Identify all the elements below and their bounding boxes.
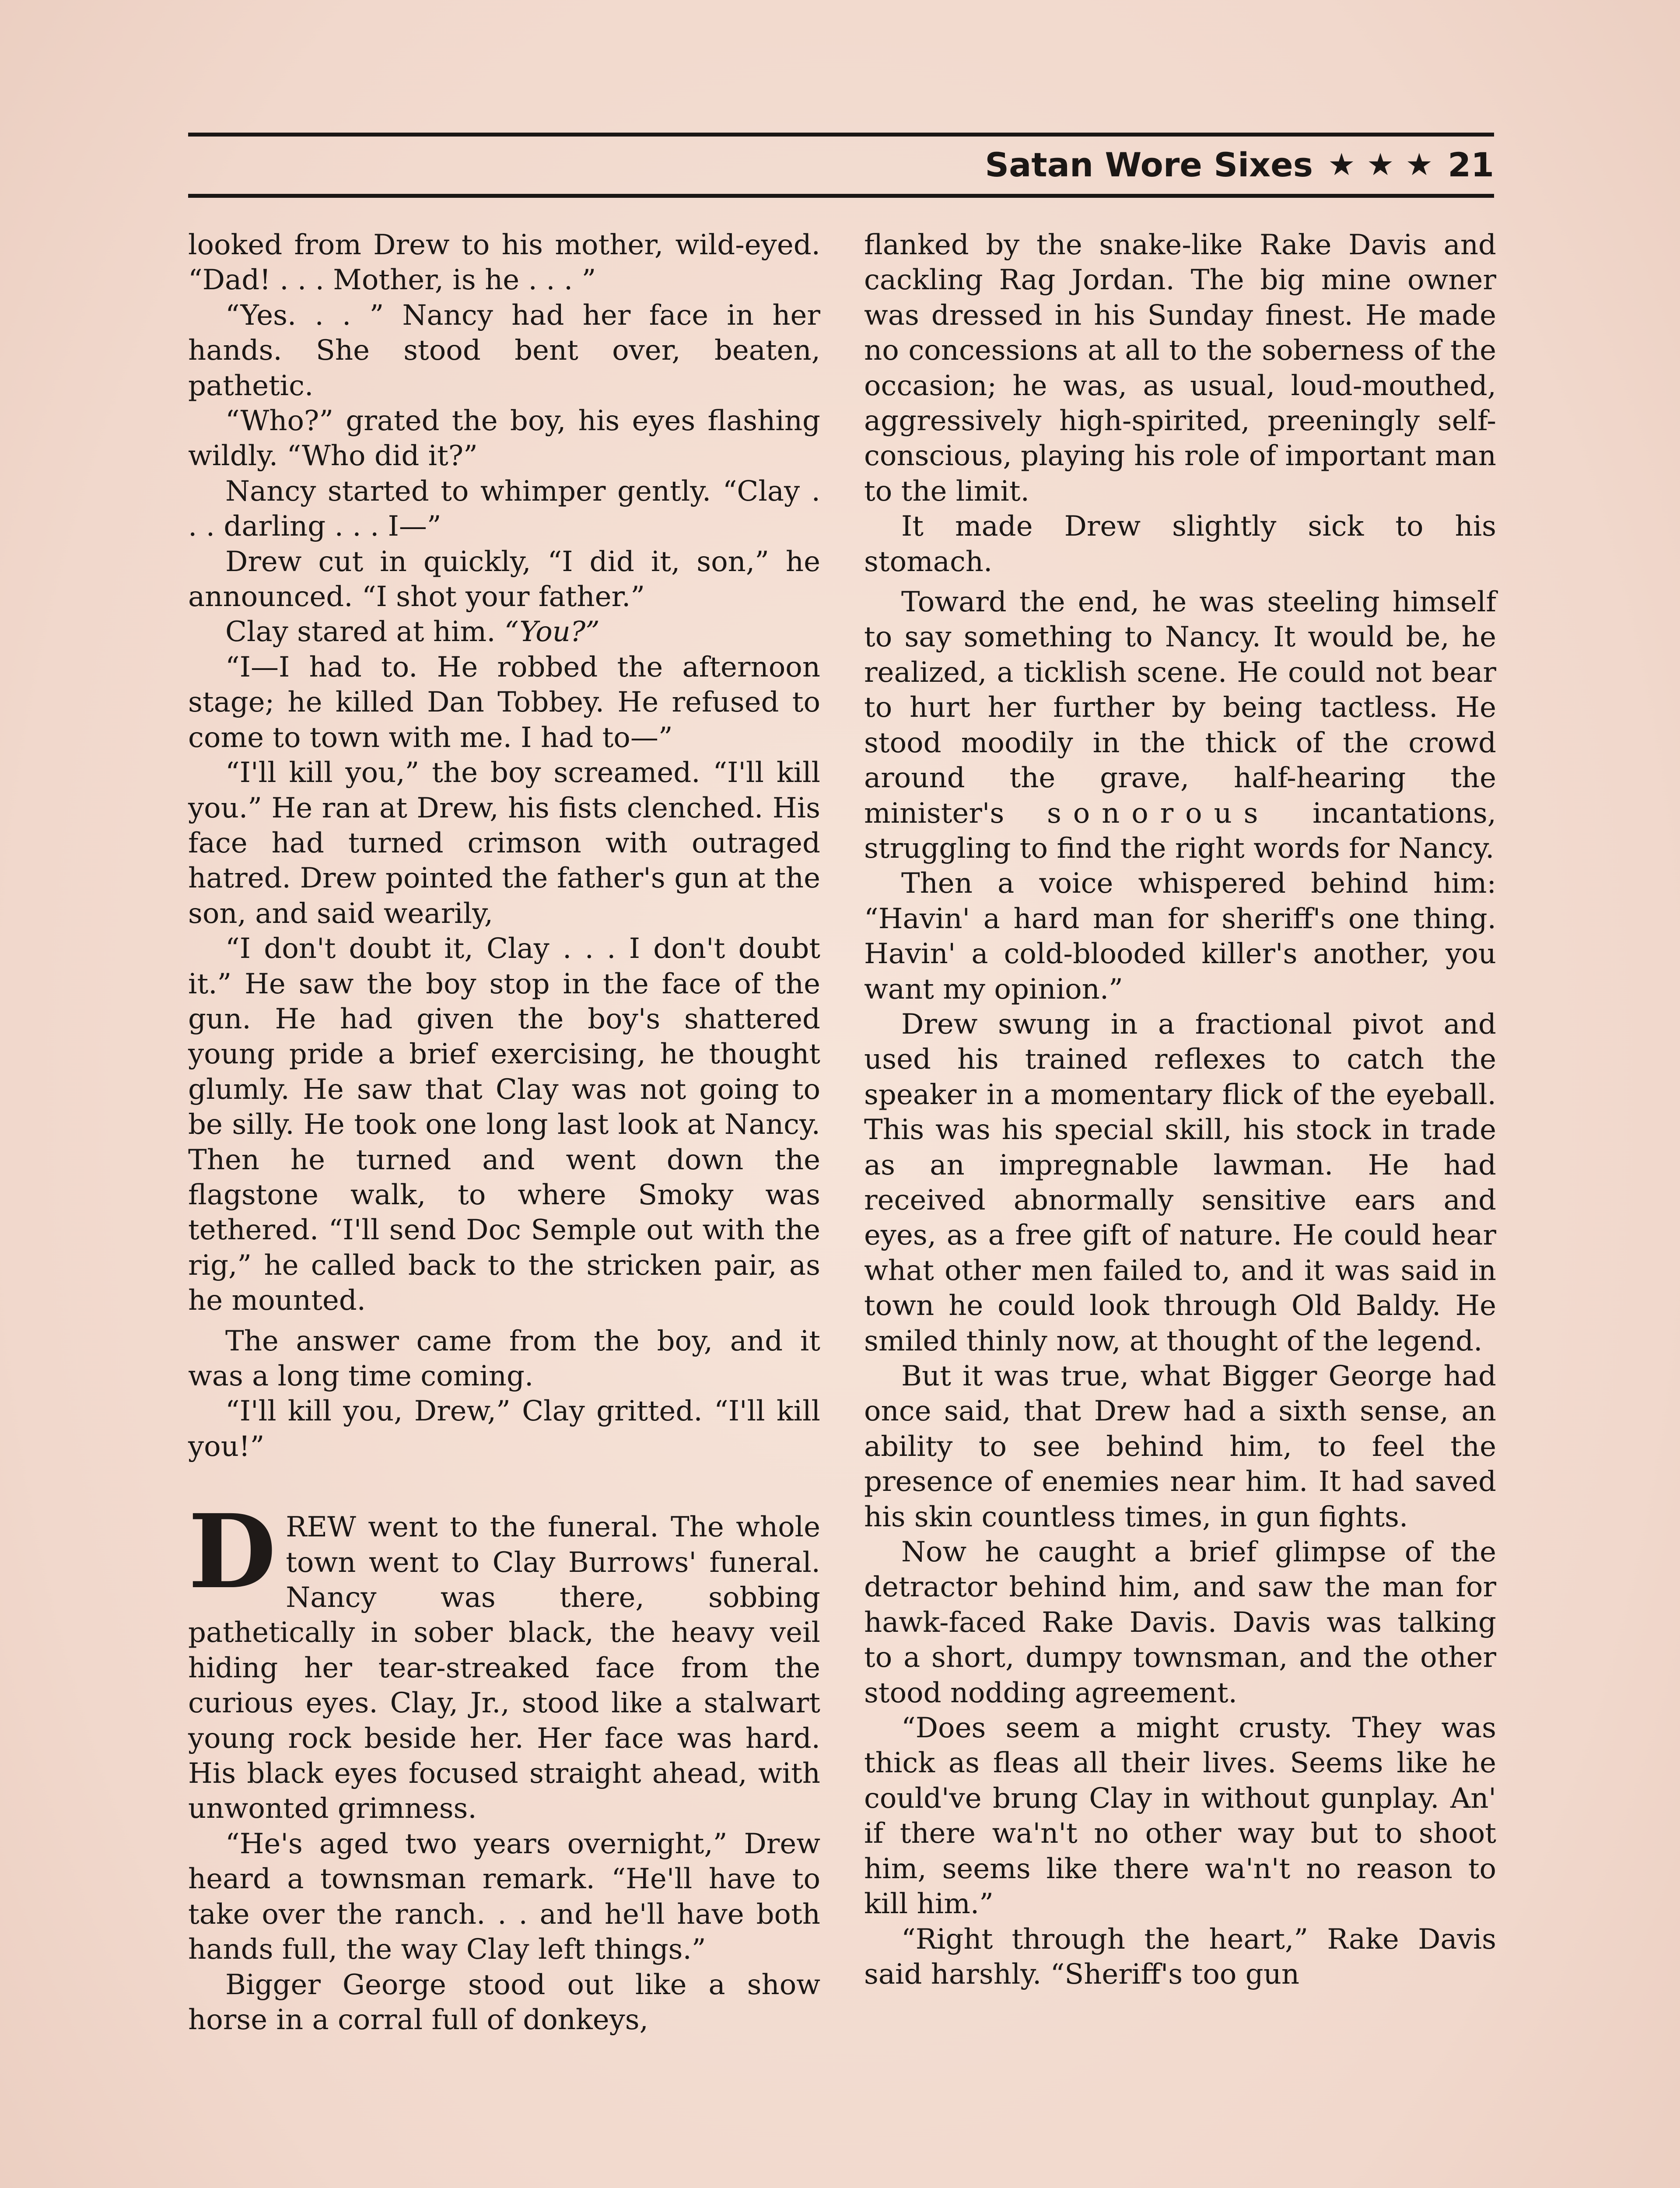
section-break bbox=[188, 1464, 820, 1510]
paragraph-text: Toward the end, he was steeling himself to say something to Nancy. It would be, he realized, a ticklish scene. He could not bear to hurt her further by being tactless. He stood moodily in the thick of the crowd around the grave, half-hearing the minister's bbox=[864, 586, 1496, 830]
paragraph: flanked by the snake-like Rake Davis and cackling Rag Jordan. The big mine owner was dressed in his Sunday finest. He made no concessions at all to the soberness of the occasion; he was, as usual, loud-mouthed, aggressively high-spirited, preeningly self-conscious, playing his role of important man to the limit. bbox=[864, 229, 1496, 508]
running-head bbox=[985, 138, 1494, 191]
paragraph bbox=[864, 585, 1496, 866]
paragraph: “Who?” grated the boy, his eyes flashing wildly. “Who did it?” bbox=[188, 405, 820, 473]
paragraph-text: incantations, struggling to find the right words for Nancy. bbox=[864, 797, 1497, 865]
drop-cap: D bbox=[188, 1492, 276, 1612]
star-icon: ★ bbox=[1405, 147, 1433, 182]
page-number: 21 bbox=[1448, 145, 1494, 184]
paragraph: “I don't doubt it, Clay . . . I don't doubt it.” He saw the boy stop in the face of the gun. He had given the boy's shattered young pride a brief exercising, he thought glumly. He saw that Clay was not going to be silly. He took one long last look at Nancy. Then he turned and went down the flagstone walk, to where Smoky was tethered. “I'll send Doc Semple out with the rig,” he called back to the stricken pair, as he mounted. bbox=[188, 933, 820, 1317]
paragraph-text: Clay stared at him. bbox=[225, 616, 496, 649]
header-rule-top bbox=[188, 133, 1494, 137]
paragraph: “I—I had to. He robbed the afternoon stage; he killed Dan Tobbey. He refused to come to town with me. I had to—” bbox=[188, 651, 820, 754]
paragraph: “Right through the heart,” Rake Davis said harshly. “Sheriff's too gun bbox=[864, 1923, 1496, 1991]
paragraph: “I'll kill you, Drew,” Clay gritted. “I'll kill you!” bbox=[188, 1395, 820, 1463]
paragraph: The answer came from the boy, and it was a long time coming. bbox=[188, 1325, 820, 1392]
paragraph: Bigger George stood out like a show horse in a corral full of donkeys, bbox=[188, 1968, 820, 2036]
running-head-title: Satan Wore Sixes bbox=[985, 145, 1313, 184]
paragraph: looked from Drew to his mother, wild-eyed. “Dad! . . . Mother, is he . . . ” bbox=[188, 229, 820, 297]
paragraph: Drew swung in a fractional pivot and used his trained reflexes to catch the speaker in a momentary flick of the eyeball. This was his special skill, his stock in trade as an impregnable lawman. He had received abnormally sensitive ears and eyes, as a free gift of nature. He could hear what other men failed to, and it was said in town he could look through Old Baldy. He smiled thinly now, at thought of the legend. bbox=[864, 1008, 1496, 1357]
paragraph: Nancy started to whimper gently. “Clay . . . darling . . . I—” bbox=[188, 475, 820, 543]
paragraph bbox=[188, 1492, 820, 1827]
left-column bbox=[188, 228, 820, 2037]
paragraph: But it was true, what Bigger George had once said, that Drew had a sixth sense, an ability to see behind him, to feel the presence of enemies near him. It had saved his skin countless times, in gun fights. bbox=[864, 1360, 1496, 1533]
paragraph-text: REW went to the funeral. The whole town went to Clay Burrows' funeral. Nancy was there, sobbing pathetically in sober black, the heavy veil hiding her tear-streaked face from the curious eyes. Clay, Jr., stood like a stalwart young rock beside her. Her face was hard. His black eyes focused straight ahead, with unwonted grimness. bbox=[188, 1511, 820, 1825]
star-icon: ★ bbox=[1366, 147, 1394, 182]
paragraph: “He's aged two years overnight,” Drew heard a townsman remark. “He'll have to take over the ranch. . . and he'll have both hands full, the way Clay left things.” bbox=[188, 1827, 820, 1966]
paragraph: Drew cut in quickly, “I did it, son,” he announced. “I shot your father.” bbox=[188, 545, 820, 614]
paragraph bbox=[188, 614, 820, 649]
paragraph: Now he caught a brief glimpse of the detractor behind him, and saw the man for hawk-faced Rake Davis. Davis was talking to a short, dumpy townsman, and the other stood nodding agreement. bbox=[864, 1536, 1496, 1709]
paragraph: “I'll kill you,” the boy screamed. “I'll kill you.” He ran at Drew, his fists clenched. His face had turned crimson with outraged hatred. Drew pointed the father's gun at the son, and said wearily, bbox=[188, 757, 820, 930]
italic-text: “You?” bbox=[504, 616, 600, 649]
paragraph: Then a voice whispered behind him: “Havin' a hard man for sheriff's one thing. Havin' a cold-blooded killer's another, you want my opinion.” bbox=[864, 867, 1496, 1006]
paragraph: “Yes. . . ” Nancy had her face in her hands. She stood bent over, beaten, pathetic. bbox=[188, 299, 820, 402]
spaced-word: sonorous bbox=[1047, 797, 1270, 830]
right-column bbox=[864, 228, 1496, 1992]
star-ornaments bbox=[1328, 147, 1433, 182]
paragraph: “Does seem a might crusty. They was thick as fleas all their lives. Seems like he could've brung Clay in without gunplay. An' if there wa'n't no other way but to shoot him, seems like there wa'n't no reason to kill him.” bbox=[864, 1712, 1496, 1921]
star-icon: ★ bbox=[1327, 147, 1355, 182]
header-rule-bottom bbox=[188, 194, 1494, 198]
paragraph: It made Drew slightly sick to his stomach. bbox=[864, 510, 1496, 578]
